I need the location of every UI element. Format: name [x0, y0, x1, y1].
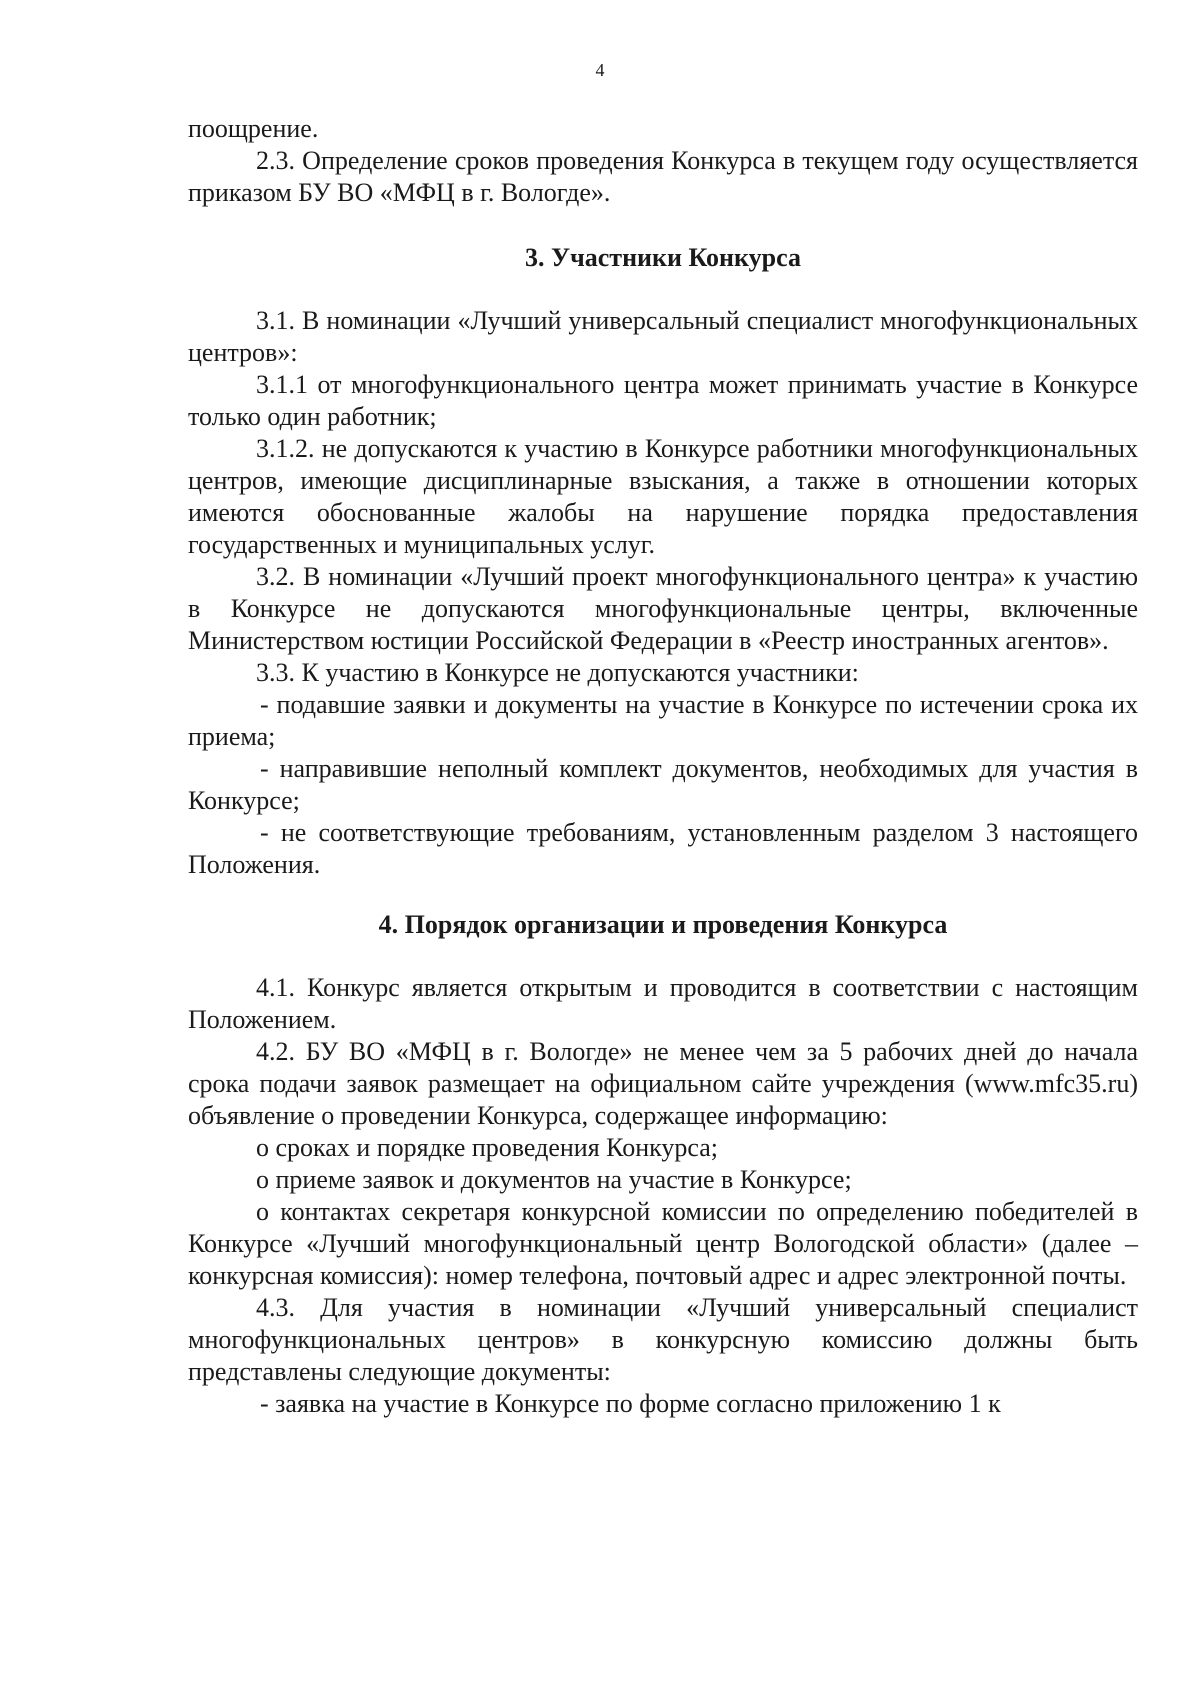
paragraph-3-1-2: 3.1.2. не допускаются к участию в Конкурсе работники многофункциональных центров, имеющие дисциплинарные взыскания, а также в отношении которых имеются обоснованные жалобы на нарушение порядка предоставления государственных и муниципальных услуг. — [188, 434, 1138, 559]
paragraph-4-1: 4.1. Конкурс является открытым и проводится в соответствии с настоящим Положением. — [188, 973, 1138, 1034]
paragraph-3-1-1: 3.1.1 от многофункционального центра может принимать участие в Конкурсе только один работник; — [188, 370, 1138, 431]
paragraph-continuation: поощрение. — [188, 114, 319, 143]
page-number: 4 — [595, 60, 605, 80]
paragraph-4-2: 4.2. БУ ВО «МФЦ в г. Вологде» не менее чем за 5 рабочих дней до начала срока подачи заявок размещает на официальном сайте учреждения (www.mfc35.ru) объявление о проведении Конкурса, содержащее информацию: — [188, 1037, 1138, 1130]
paragraph-3-2: 3.2. В номинации «Лучший проект многофункционального центра» к участию в Конкурсе не допускаются многофункциональные центры, включенные Министерством юстиции Российской Федерации в «Реестр иностранных агентов». — [188, 562, 1138, 655]
paragraph-2-3: 2.3. Определение сроков проведения Конкурса в текущем году осуществляется приказом БУ ВО «МФЦ в г. Вологде». — [188, 146, 1138, 207]
section-4-heading: 4. Порядок организации и проведения Конкурса — [378, 910, 948, 939]
paragraph-3-1: 3.1. В номинации «Лучший универсальный специалист многофункциональных центров»: — [188, 306, 1138, 367]
list-item-4-2-a: о сроках и порядке проведения Конкурса; — [256, 1133, 718, 1162]
list-item-3-3-a: - подавшие заявки и документы на участие в Конкурсе по истечении срока их приема; — [188, 690, 1138, 751]
list-item-3-3-c: - не соответствующие требованиям, установленным разделом 3 настоящего Положения. — [188, 818, 1138, 879]
list-item-4-3-a: - заявка на участие в Конкурсе по форме согласно приложению 1 к — [260, 1389, 1001, 1418]
section-3-heading: 3. Участники Конкурса — [525, 243, 801, 272]
paragraph-3-3: 3.3. К участию в Конкурсе не допускаются участники: — [256, 658, 859, 687]
list-item-4-2-c: о контактах секретаря конкурсной комиссии по определению победителей в Конкурсе «Лучший многофункциональный центр Вологодской области» (далее – конкурсная комиссия): номер телефона, почтовый адрес и адрес электронной почты. — [188, 1197, 1138, 1290]
list-item-4-2-b: о приеме заявок и документов на участие в Конкурсе; — [256, 1165, 852, 1194]
list-item-3-3-b: - направившие неполный комплект документов, необходимых для участия в Конкурсе; — [188, 754, 1138, 815]
paragraph-4-3: 4.3. Для участия в номинации «Лучший универсальный специалист многофункциональных центров» в конкурсную комиссию должны быть представлены следующие документы: — [188, 1293, 1138, 1386]
document-body — [188, 113, 1138, 1420]
